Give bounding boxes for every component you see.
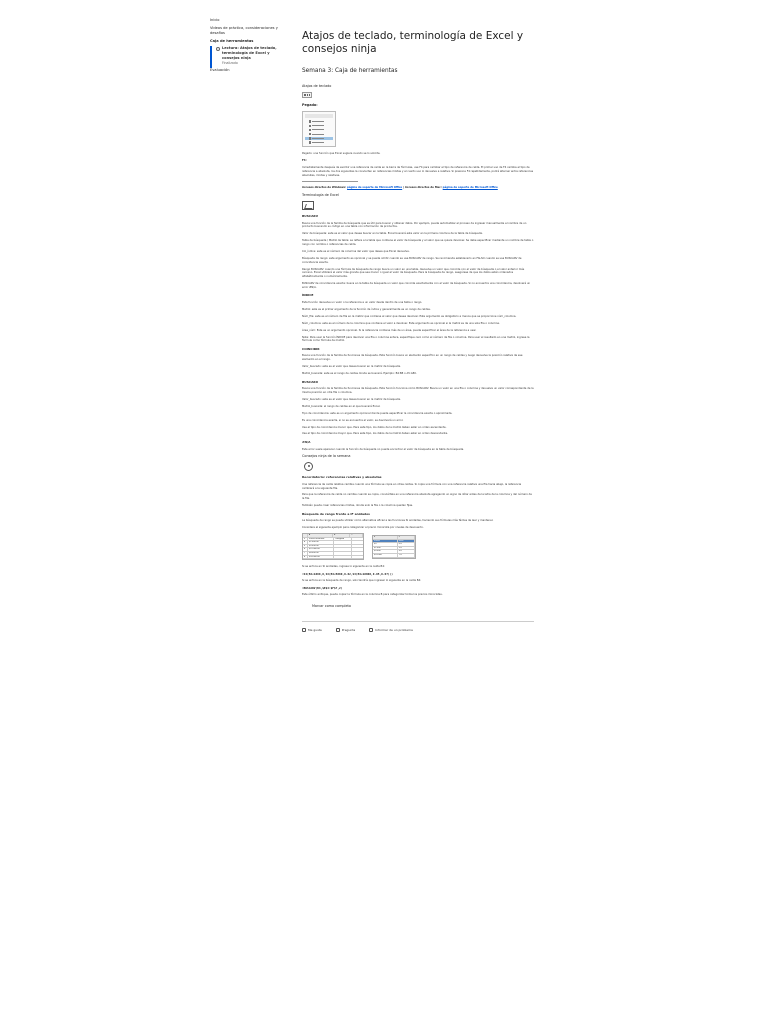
- formula-2-intro: Si se enfoca en la búsqueda de rango, solo tendría que ingresar lo siguiente en la celda B4:: [302, 579, 422, 583]
- discount-table: [372, 535, 416, 559]
- buscarx-p: Use el tipo de coincidencia mayor que. Para este tipo, los datos de la matriz deben estar en orden descendente.: [302, 432, 448, 436]
- mark-complete-button[interactable]: Marcar como completo: [312, 603, 351, 608]
- shortcut-links: Accesos directos de Windows: página de soporte de Microsoft Office | Accesos directos de Mac: página de soporte de Microsoft Office: [302, 186, 498, 190]
- buscarv-p: Valor de búsqueda: este es el valor que desea buscar en la tabla. Excel buscará este valor en la primera columna de la tabla de búsqueda.: [302, 232, 483, 236]
- paste-intro: Pegado: una función que Excel sugiere cuando se lo solicite.: [302, 152, 381, 156]
- sidebar-item-evaluation[interactable]: Evaluación: [210, 68, 230, 73]
- indice-heading: ÍNDICE: [302, 293, 314, 298]
- shortcuts-label: Atajos de teclado: [302, 83, 332, 88]
- na-text: Este error suele aparecer cuando la función de búsqueda no puede encontrar el valor de búsqueda en la tabla de búsqueda.: [302, 447, 464, 451]
- indice-p: Área_núm: Este es un argumento opcional. Si la referencia contiene más de un área, puede especificar el área de la referencia a usar.: [302, 328, 477, 332]
- footer-divider: [302, 621, 534, 622]
- formula-2: =BUSCARV(B4,$E$4:$F$7,2): [302, 586, 343, 591]
- sidebar-item-reading[interactable]: [216, 46, 282, 61]
- table-row: 3 Precio minorista Categoría: [303, 538, 363, 542]
- f4-text: Inmediatamente después de escribir una referencia de celda en la barra de fórmulas, use F4 para cambiar el tipo de referencia de celda. El primer uso de F4 cambia el tipo de referencia a absoluta, los dos siguientes la convierten en referencias mixtas y el cuarto uso lo devuelve a relativa. Si presiona F4 repetidamente, podrá alternar entre referencias absolutas, mixtas y relativas.: [302, 166, 534, 177]
- formula-1: =SI(B4<1000,0,SI(B4<5000,0.02,SI(B4<10000,0.05,0.07))): [302, 572, 393, 577]
- table-row: 8 $20,000.00: [303, 556, 363, 560]
- table-header: A B C: [303, 534, 363, 538]
- buscarx-heading: BUSCARX: [302, 379, 319, 384]
- table-row: 5 $5,500.00: [303, 545, 363, 549]
- rango-p: La búsqueda de rango se puede utilizar como alternativa eficaz a las funciones SI anidadas, haciendo sus fórmulas más fáciles de leer y mantener.: [302, 519, 494, 523]
- rango-heading: Búsqueda de rango frente a IF anidados: [302, 511, 370, 516]
- question-label: Pregunta: [341, 627, 356, 632]
- course-sidebar: [210, 18, 282, 76]
- paste-menu-image: [302, 111, 336, 147]
- indice-p: Núm_fila: este es el número de fila en la matriz que contiene el valor que desea devolver. Este argumento es obligatorio a menos que se proporcione núm_columna.: [302, 314, 517, 318]
- report-label: Informar de un problema: [375, 627, 413, 632]
- like-label: Me gusta: [308, 627, 322, 632]
- coincidir-p: Valor_buscado: este es el valor que desea buscar en la matriz de búsqueda.: [302, 365, 401, 369]
- question-button[interactable]: [336, 628, 356, 632]
- rango-p: Considere el siguiente ejemplo para categorizar el precio minorista por niveles de descuento.: [302, 526, 424, 530]
- indice-p: Núm_columna: este es el número de la columna que contiene el valor a devolver. Este argumento es opcional si la matriz es de una sola fila o columna.: [302, 321, 500, 325]
- closing-text: Este último enfoque, puede copiar la fórmula en la columna B para categorizar todos los precios minoristas.: [302, 593, 443, 597]
- report-problem-button[interactable]: [369, 628, 413, 632]
- flag-icon: [369, 628, 373, 632]
- question-icon: [336, 628, 340, 632]
- buscarx-p: Busca una función de la familia de funciones de búsqueda. Esta función funciona como BUSCARV. Busca un valor en una fila o columna y devuelve un valor correspondiente de la misma posición en otra fila o columna.: [302, 387, 534, 394]
- divider: [302, 181, 358, 182]
- sidebar-item-status: Finalizado: [222, 60, 238, 65]
- sidebar-item-toolbox[interactable]: Caja de herramientas: [210, 38, 254, 43]
- na-heading: #N/A: [302, 440, 311, 445]
- sidebar-item-inicio[interactable]: Inicio: [210, 18, 220, 22]
- active-indicator: [210, 46, 212, 68]
- indice-p: Matriz: este es el primer argumento de la función de índice y generalmente es un rango de celdas.: [302, 307, 431, 311]
- reading-icon: [216, 47, 220, 51]
- table-row: 7 $8,000.00: [303, 552, 363, 556]
- retail-price-table: [302, 533, 364, 560]
- coincidir-p: Matriz_buscada: este es el rango de celdas donde se buscará. Ejemplo: B4:B8 o A5:A80.: [302, 371, 417, 375]
- table-row: 4 $1,000.00: [303, 541, 363, 545]
- buscarx-p: Es una coincidencia exacta, si no se encuentra el valor, se devolverá un error.: [302, 418, 404, 422]
- table-row: 6 $12,000.00: [303, 548, 363, 552]
- buscarv-heading: BUSCARV: [302, 214, 319, 219]
- keyboard-icon: [302, 92, 312, 98]
- buscarv-p: Col_índice: este es el número de columna del valor que desea que Excel devuelva.: [302, 249, 410, 253]
- page-title: Atajos de teclado, terminología de Excel y consejos ninja: [302, 30, 524, 56]
- spreadsheet-example-image: [302, 533, 420, 561]
- table-row: $1,000 2%: [373, 547, 415, 551]
- buscarx-p: Matriz_buscada: el rango de celdas en el que buscará Excel.: [302, 404, 381, 408]
- like-button[interactable]: [302, 628, 322, 632]
- table-row: $5,000 5%: [373, 550, 415, 554]
- buscarv-p: Búsqueda de rango: este argumento es opcional y se puede omitir cuando se use BUSCARV de rango. Se recomienda establecerlo en FALSO cuando se usa BUSCARV de coincidencia exacta.: [302, 256, 522, 264]
- week-heading: Semana 3: Caja de herramientas: [302, 68, 398, 75]
- feedback-footer: [302, 628, 534, 632]
- lightbulb-icon: [304, 462, 313, 471]
- reading-content: [302, 30, 534, 632]
- table-row: $0 0%: [373, 543, 415, 547]
- terms-label: Terminología de Excel: [302, 193, 339, 198]
- sidebar-item-reading-label: Lectura: Atajos de teclado, terminología de Excel y consejos ninja: [222, 46, 277, 61]
- buscarv-p: BUSCARV de coincidencia exacta: busca en la tabla de búsqueda un valor que coincide exactamente con el valor de búsqueda. Si no encuentra una coincidencia, devolverá un error #N/A.: [302, 281, 531, 289]
- coincidir-heading: COINCIDIR: [302, 347, 320, 352]
- indice-p: Nota: Para usar la función ÍNDICE para devolver una fila o columna entera, especifique cero como el número de fila o columna. Para usar el resultado en una matriz, ingrese la fórmula como fórmula de matriz.: [302, 335, 530, 343]
- refs-p: Para que la referencia de celda no cambie cuando se copia, conviértala en una referencia absoluta agregando un signo de dólar antes de la letra de la columna y del número de la fila.: [302, 493, 532, 501]
- f4-label: F4:: [302, 159, 307, 163]
- refs-p: También puede crear referencias mixtas, donde solo la fila o la columna quedan fijas.: [302, 504, 413, 508]
- indice-p: Esta función devuelve un valor o la referencia a un valor desde dentro de una tabla o rango.: [302, 300, 423, 304]
- coincidir-p: Busca una función de la familia de funciones de búsqueda. Esta función busca un elemento específico en un rango de celdas y luego devuelve la posición relativa de ese elemento en el rango.: [302, 354, 523, 362]
- refs-heading: Recordatorio: referencias relativas y absolutas: [302, 475, 382, 480]
- buscarx-p: Use el tipo de coincidencia menor que. Para este tipo, los datos de la matriz deben estar en orden ascendente.: [302, 425, 447, 429]
- formula-1-intro: Si se enfoca en SI anidadas, ingrese lo siguiente en la celda B4:: [302, 565, 385, 569]
- paste-label: Pegado:: [302, 103, 318, 108]
- win-shortcuts-link[interactable]: página de soporte de Microsoft Office: [347, 186, 403, 190]
- buscarv-p: Tabla de búsqueda / Matriz de tabla: se refiere a la tabla que contiene el valor de búsqueda y el valor que se quiere devolver. Se debe especificar mediante un nombre de tabla o rango con nombre o referencias de celda.: [302, 239, 534, 246]
- table-row: $10,000 7%: [373, 554, 415, 558]
- sidebar-subgroup: [210, 46, 282, 65]
- buscarv-p: Busca una función de la familia de búsqueda que es útil para buscar y obtener datos. Por ejemplo, puede automatizar el proceso de ingresar manualmente el nombre de un producto buscando su código en una tabla con información de productos.: [302, 221, 527, 229]
- terms-icon: [302, 201, 314, 210]
- refs-p: Una referencia de celda relativa cambia cuando una fórmula se copia en otras celdas. Si copia una fórmula con una referencia relativa una fila hacia abajo, la referencia cambiará a la siguiente fila.: [302, 482, 522, 490]
- table-row: Precio Desc.: [373, 540, 415, 544]
- buscarx-p: Valor_buscado: este es el valor que desea buscar en la matriz de búsqueda.: [302, 397, 401, 401]
- win-prefix: Accesos directos de Windows:: [302, 186, 347, 190]
- table-header: E F: [373, 536, 415, 540]
- thumbs-up-icon: [302, 628, 306, 632]
- mac-shortcuts-link[interactable]: página de soporte de Microsoft Office: [442, 186, 498, 190]
- buscarx-p: Tipo de coincidencia: este es un argumento opcional donde puede especificar la coincidencia exacta o aproximada.: [302, 411, 453, 415]
- ninja-label: Consejos ninja de la semana: [302, 454, 351, 459]
- sidebar-item-videos[interactable]: Videos de práctica, consideraciones y desafíos: [210, 25, 278, 35]
- buscarv-p: Rango BUSCARV: cuando una fórmula de búsqueda de rango busca un valor en una tabla, devuelve un valor que coincide con el valor de búsqueda o el valor anterior más cercano. Excel utilizará el valor más grande que sea menor o igual al valor de búsqueda. Para la búsqueda de rango, asegúrese de que los datos estén ordenados alfabéticamente o numéricamente.: [302, 267, 525, 279]
- mac-prefix: Accesos directos de Mac:: [404, 186, 442, 190]
